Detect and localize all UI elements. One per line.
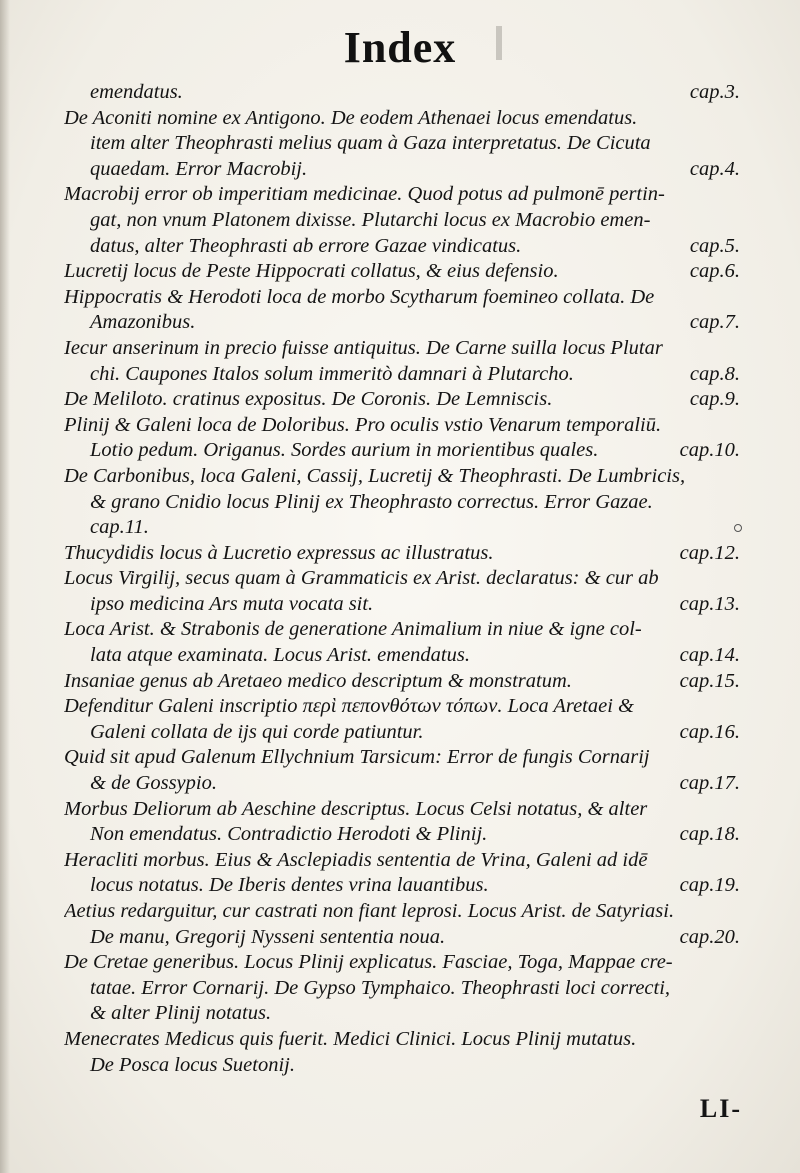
entry-text: Galeni collata de ijs qui corde patiuntur. (90, 720, 424, 743)
entry-text: Defenditur Galeni inscriptio περὶ πεπονθότων τόπων. Loca Aretaei & (64, 695, 634, 718)
entry-text: Amazonibus. (90, 311, 196, 334)
index-entry-line (64, 438, 740, 464)
index-entry-line (64, 1027, 740, 1053)
index-entry (64, 1027, 740, 1078)
index-entry (64, 617, 740, 668)
index-entry-line (64, 1053, 740, 1079)
entry-text: Non emendatus. Contradictio Herodoti & Plinij. (90, 823, 488, 846)
entry-text: Quid sit apud Galenum Ellychnium Tarsicum: Error de fungis Cornarij (64, 746, 650, 769)
entry-text: Lotio pedum. Origanus. Sordes aurium in morientibus quales. (90, 439, 599, 462)
entry-text: datus, alter Theophrasti ab errore Gazae vindicatus. (90, 234, 522, 257)
entry-text: Iecur anserinum in precio fuisse antiquitus. De Carne suilla locus Plutar (64, 336, 663, 359)
index-entry (64, 464, 740, 541)
entry-text: Loca Arist. & Strabonis de generatione Animalium in niue & igne col- (64, 618, 642, 641)
index-entry-line (64, 413, 740, 439)
index-entry (64, 745, 740, 796)
chapter-reference: cap.15. (679, 669, 740, 692)
index-entries (64, 80, 740, 1078)
index-entry-line (64, 541, 740, 567)
index-entry-line (64, 720, 740, 746)
index-entry-line (64, 976, 740, 1002)
entry-text: Locus Virgilij, secus quam à Grammaticis ex Arist. declaratus: & cur ab (64, 567, 659, 590)
index-entry (64, 848, 740, 899)
index-entry-line (64, 515, 740, 541)
index-entry-line (64, 899, 740, 925)
entry-text: & alter Plinij notatus. (90, 1002, 272, 1025)
index-entry-line (64, 950, 740, 976)
index-entry-line (64, 285, 740, 311)
index-entry-line (64, 362, 740, 388)
entry-text: De manu, Gregorij Nysseni sententia noua. (90, 925, 446, 948)
index-entry-line (64, 592, 740, 618)
entry-text: Plinij & Galeni loca de Doloribus. Pro oculis vstio Venarum temporaliū. (64, 413, 662, 436)
chapter-reference: cap.4. (689, 157, 740, 180)
index-entry-line (64, 925, 740, 951)
entry-text: & de Gossypio. (90, 772, 217, 795)
index-entry (64, 182, 740, 259)
index-entry-line (64, 80, 740, 106)
entry-text: lata atque examinata. Locus Arist. emendatus. (90, 644, 470, 667)
index-entry-line (64, 848, 740, 874)
entry-text: gat, non vnum Platonem dixisse. Plutarchi locus ex Macrobio emen- (90, 208, 651, 231)
entry-text: Lucretij locus de Peste Hippocrati collatus, & eius defensio. (64, 260, 559, 283)
entry-text: De Posca locus Suetonij. (90, 1053, 295, 1076)
index-entry-line (64, 131, 740, 157)
index-entry (64, 950, 740, 1027)
index-entry (64, 669, 740, 695)
chapter-reference: cap.5. (689, 234, 740, 257)
index-entry (64, 259, 740, 285)
entry-text: ipso medicina Ars muta vocata sit. (90, 592, 374, 615)
entry-text: De Meliloto. cratinus expositus. De Coronis. De Lemniscis. (64, 388, 553, 411)
entry-text: De Aconiti nomine ex Antigono. De eodem Athenaei locus emendatus. (64, 106, 638, 129)
chapter-reference: cap.3. (689, 81, 740, 103)
chapter-reference: cap.12. (679, 541, 740, 564)
index-entry-line (64, 797, 740, 823)
index-entry (64, 694, 740, 745)
index-entry-line (64, 259, 740, 285)
chapter-reference: cap.19. (679, 874, 740, 897)
entry-text: Macrobij error ob imperitiam medicinae. Quod potus ad pulmonē pertin- (64, 183, 665, 206)
index-entry-line (64, 234, 740, 260)
entry-text: Morbus Deliorum ab Aeschine descriptus. Locus Celsi notatus, & alter (64, 797, 648, 820)
index-entry (64, 285, 740, 336)
index-entry (64, 336, 740, 387)
index-entry-line (64, 873, 740, 899)
index-entry-line (64, 771, 740, 797)
entry-text: emendatus. (90, 81, 183, 103)
index-entry (64, 387, 740, 413)
entry-text: item alter Theophrasti melius quam à Gaza interpretatus. De Cicuta (90, 132, 651, 155)
index-entry-line (64, 464, 740, 490)
entry-text: Aetius redarguitur, cur castrati non fiant leprosi. Locus Arist. de Satyriasi. (64, 900, 675, 922)
entry-text: tatae. Error Cornarij. De Gypso Tymphaico. Theophrasti loci correcti, (90, 976, 671, 999)
chapter-reference: cap.18. (679, 823, 740, 846)
signature-mark: LI- (699, 1094, 742, 1123)
index-entry-line (64, 310, 740, 336)
chapter-reference: cap.13. (679, 592, 740, 615)
index-entry-line (64, 182, 740, 208)
chapter-reference: cap.17. (679, 772, 740, 795)
index-entry-line (64, 745, 740, 771)
entry-text: quaedam. Error Macrobij. (90, 157, 308, 180)
chapter-reference: cap.8. (689, 362, 740, 385)
entry-text: cap.11. (90, 516, 149, 539)
index-entry-line (64, 694, 740, 720)
chapter-reference: cap.14. (679, 644, 740, 667)
entry-text: Insaniae genus ab Aretaeo medico descriptum & monstratum. (64, 669, 572, 692)
entry-text: chi. Caupones Italos solum immeritò damnari à Plutarcho. (90, 362, 574, 385)
index-entry-line (64, 617, 740, 643)
index-entry-line (64, 106, 740, 132)
index-entry-line (64, 336, 740, 362)
chapter-reference: cap.9. (689, 388, 740, 411)
bleed-through-mark (496, 26, 502, 60)
entry-text: Heracliti morbus. Eius & Asclepiadis sententia de Vrina, Galeni ad idē (64, 848, 648, 871)
chapter-reference: cap.10. (679, 439, 740, 462)
index-entry-line (64, 387, 740, 413)
index-entry-line (64, 566, 740, 592)
index-entry (64, 106, 740, 183)
entry-text: locus notatus. De Iberis dentes vrina lauantibus. (90, 874, 489, 897)
chapter-reference: cap.16. (679, 720, 740, 743)
index-entry (64, 899, 740, 950)
entry-text: De Cretae generibus. Locus Plinij explicatus. Fasciae, Toga, Mappae cre- (64, 951, 673, 974)
index-entry (64, 566, 740, 617)
index-entry-line (64, 643, 740, 669)
index-entry (64, 80, 740, 106)
index-entry-line (64, 208, 740, 234)
chapter-reference: cap.7. (689, 311, 740, 334)
index-entry-line (64, 490, 740, 516)
entry-text: De Carbonibus, loca Galeni, Cassij, Lucretij & Theophrasti. De Lumbricis, (64, 464, 686, 487)
index-entry-line (64, 157, 740, 183)
entry-text: Hippocratis & Herodoti loca de morbo Scytharum foemineo collata. De (64, 285, 655, 308)
index-entry-line (64, 822, 740, 848)
chapter-reference: cap.6. (689, 260, 740, 283)
chapter-reference: cap.20. (679, 925, 740, 948)
page-title: Index (343, 23, 457, 72)
page-gutter-shadow (0, 0, 10, 1173)
entry-text: Thucydidis locus à Lucretio expressus ac illustratus. (64, 541, 494, 564)
index-entry-line (64, 669, 740, 695)
index-entry (64, 797, 740, 848)
index-entry (64, 541, 740, 567)
entry-text: & grano Cnidio locus Plinij ex Theophrasto correctus. Error Gazae. (90, 490, 653, 513)
entry-text: Menecrates Medicus quis fuerit. Medici Clinici. Locus Plinij mutatus. (64, 1027, 637, 1050)
index-entry-line (64, 1001, 740, 1027)
index-entry (64, 413, 740, 464)
